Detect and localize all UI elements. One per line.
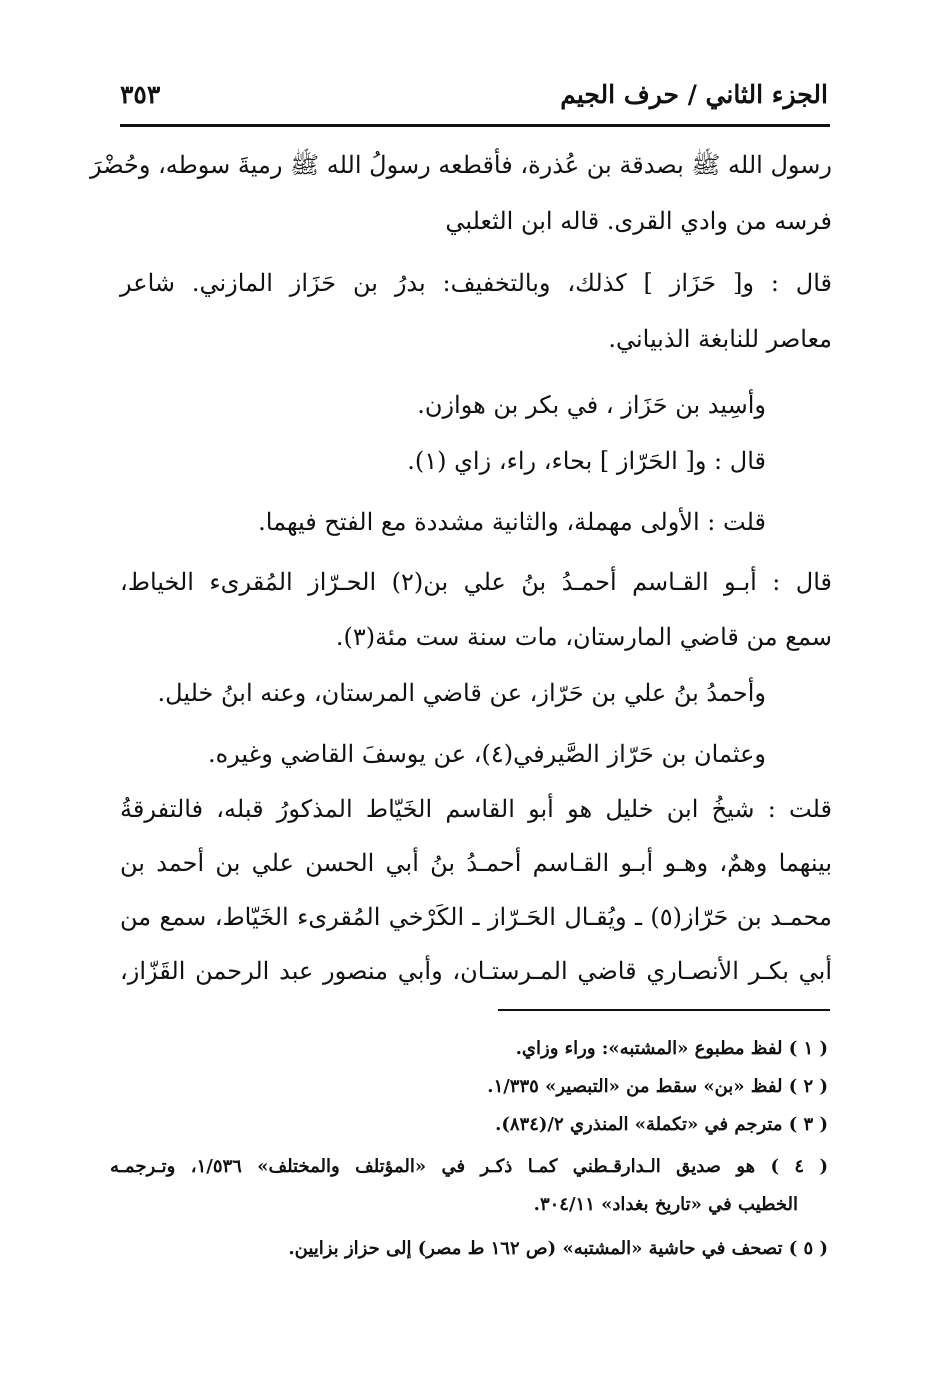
page-number: ٣٥٣ [120, 80, 161, 109]
footnote-continuation: الخطيب في «تاريخ بغداد» ٣٠٤/١١. [533, 1194, 798, 1215]
header-rule [120, 124, 830, 127]
body-line: محمـد بن حَرّاز(٥) ـ ويُقـال الحَـرّاز ـ الكَرْخي المُقرىء الخَيّاط، سمع من [120, 903, 832, 931]
body-line: قال : و[ حَزَاز ] كذلك، وبالتخفيف: بدرُ بن حَزَاز المازني. شاعر [120, 269, 832, 297]
footnote: ( ٥ ) تصحف في حاشية «المشتبه» (ص ١٦٢ ط مصر) إلى حزاز بزايين. [288, 1238, 828, 1259]
footnote: ( ١ ) لفظ مطبوع «المشتبه»: وراء وزاي. [515, 1038, 828, 1059]
body-line: أبي بكـر الأنصـاري قاضي المـرستـان، وأبي منصور عبد الرحمن القَزّاز، [120, 957, 832, 985]
footnote: ( ٢ ) لفظ «بن» سقط من «التبصير» ١/٣٣٥. [487, 1076, 828, 1097]
footnote-separator [498, 1009, 830, 1011]
body-line: قال : أبـو القـاسم أحمـدُ بنُ علي بن(٢) الحـرّاز المُقرىء الخياط، [120, 568, 833, 596]
body-line: سمع من قاضي المارستان، مات سنة ست مئة(٣). [335, 623, 832, 651]
running-title: الجزء الثاني / حرف الجيم [560, 80, 828, 109]
body-line: معاصر للنابغة الذبياني. [608, 325, 832, 353]
body-line: فرسه من وادي القرى. قاله ابن الثعلبي [445, 207, 832, 235]
body-line: قلت : شيخُ ابن خليل هو أبو القاسم الخَيّاط المذكورُ قبله، فالتفرقةُ [120, 795, 832, 823]
body-line: قلت : الأولى مهملة، والثانية مشددة مع الفتح فيهما. [258, 508, 766, 536]
page-header [120, 80, 828, 120]
body-line: وأحمدُ بنُ علي بن حَرّاز، عن قاضي المرستان، وعنه ابنُ خليل. [157, 679, 766, 707]
footnote: ( ٤ ) هو صديق الـدارقـطني كمـا ذكـر في «المؤتلف والمختلف» ١/٥٣٦، وتـرجمـه [110, 1156, 828, 1177]
footnote: ( ٣ ) مترجم في «تكملة» المنذري ٢/(٨٣٤). [495, 1114, 828, 1135]
body-line: قال : و[ الحَرّاز ] بحاء، راء، زاي (١). [407, 447, 766, 475]
body-line: وأسِيد بن حَزَاز ، في بكر بن هوازن. [417, 391, 766, 419]
body-line: رسول الله ﷺ بصدقة بن عُذرة، فأقطعه رسولُ الله ﷺ رميةَ سوطه، وحُضْرَ [89, 151, 832, 179]
body-line: بينهما وهمٌ، وهـو أبـو القـاسم أحمـدُ بنُ أبي الحسن علي بن أحمد بن [120, 849, 832, 877]
body-line: وعثمان بن حَرّاز الصَّيرفي(٤)، عن يوسفَ القاضي وغيره. [207, 740, 766, 768]
